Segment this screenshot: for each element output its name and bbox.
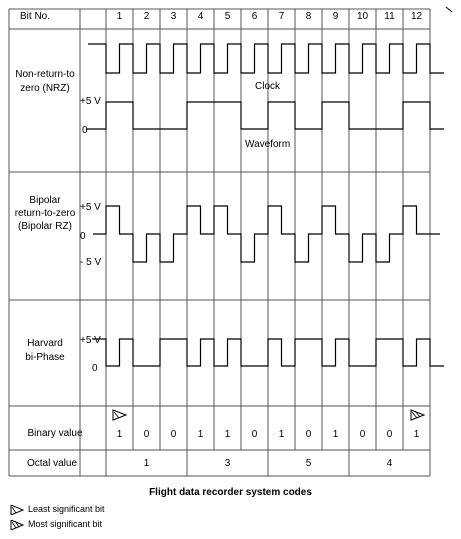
octal-digit: 4 — [386, 458, 393, 469]
bit-number-headers — [117, 11, 423, 22]
bit-number: 3 — [170, 11, 177, 22]
bipolar-level-mid: 0 — [80, 231, 86, 242]
nrz-label-line1: Non-return-to — [15, 69, 75, 80]
lsb-legend-text: Least significant bit — [28, 504, 105, 514]
bipolar-rz-waveform — [93, 206, 440, 262]
nrz-waveform — [86, 102, 444, 129]
waveform-label: Waveform — [245, 139, 291, 150]
harvard-label-line2: bi-Phase — [25, 352, 65, 363]
legend-msb — [10, 519, 102, 530]
nrz-level-high: +5 V — [80, 96, 101, 107]
binary-value-label: Binary value — [27, 428, 83, 439]
octal-value-label: Octal value — [26, 458, 78, 469]
binary-digit: 0 — [305, 429, 312, 440]
bipolar-label-line3: (Bipolar RZ) — [18, 221, 72, 232]
waveforms — [86, 7, 452, 366]
msb-flag-icon — [411, 410, 424, 420]
binary-digit: 0 — [143, 429, 150, 440]
bipolar-level-low: - 5 V — [80, 257, 102, 268]
nrz-level-low: 0 — [82, 125, 88, 136]
bipolar-label-line1: Bipolar — [29, 195, 61, 206]
binary-digit: 1 — [278, 429, 285, 440]
lsb-legend-icon — [10, 505, 24, 515]
harvard-level-high: +5 V — [80, 335, 101, 346]
binary-digit: 1 — [224, 429, 231, 440]
bit-number: 7 — [278, 11, 285, 22]
msb-legend-text: Most significant bit — [28, 519, 103, 529]
octal-digit: 3 — [224, 458, 231, 469]
binary-digit: 1 — [413, 429, 420, 440]
binary-digit: 1 — [197, 429, 204, 440]
octal-digit: 1 — [143, 458, 150, 469]
harvard-level-low: 0 — [92, 363, 98, 374]
binary-digit: 0 — [170, 429, 177, 440]
harvard-label-line1: Harvard — [27, 338, 63, 349]
legend-lsb — [10, 504, 105, 515]
binary-digit: 0 — [386, 429, 393, 440]
lsb-flag-icon — [113, 410, 126, 420]
bit-number: 2 — [143, 11, 150, 22]
binary-digit: 0 — [251, 429, 258, 440]
bit-number: 5 — [224, 11, 231, 22]
octal-digit: 5 — [305, 458, 312, 469]
bit-number: 12 — [410, 11, 423, 22]
bipolar-label-line2: return-to-zero — [14, 208, 76, 219]
harvard-biphase-waveform — [92, 339, 444, 366]
clock-signal — [88, 44, 444, 73]
diagram-caption: Flight data recorder system codes — [149, 487, 312, 498]
bipolar-level-high: +5 V — [80, 202, 101, 213]
corner-tick-icon — [446, 7, 452, 12]
clock-label: Clock — [255, 81, 281, 92]
nrz-label-line2: zero (NRZ) — [20, 83, 70, 94]
bit-number: 8 — [305, 11, 312, 22]
msb-legend-icon — [10, 520, 24, 530]
binary-digit: 0 — [359, 429, 366, 440]
bit-number: 11 — [384, 11, 395, 22]
binary-digit: 1 — [116, 429, 123, 440]
bit-number: 4 — [197, 11, 204, 22]
bit-no-header: Bit No. — [20, 11, 51, 22]
bit-number: 9 — [332, 11, 339, 22]
bit-number: 10 — [356, 11, 369, 22]
binary-digit: 1 — [332, 429, 339, 440]
bit-number: 6 — [251, 11, 258, 22]
bit-number: 1 — [116, 11, 123, 22]
